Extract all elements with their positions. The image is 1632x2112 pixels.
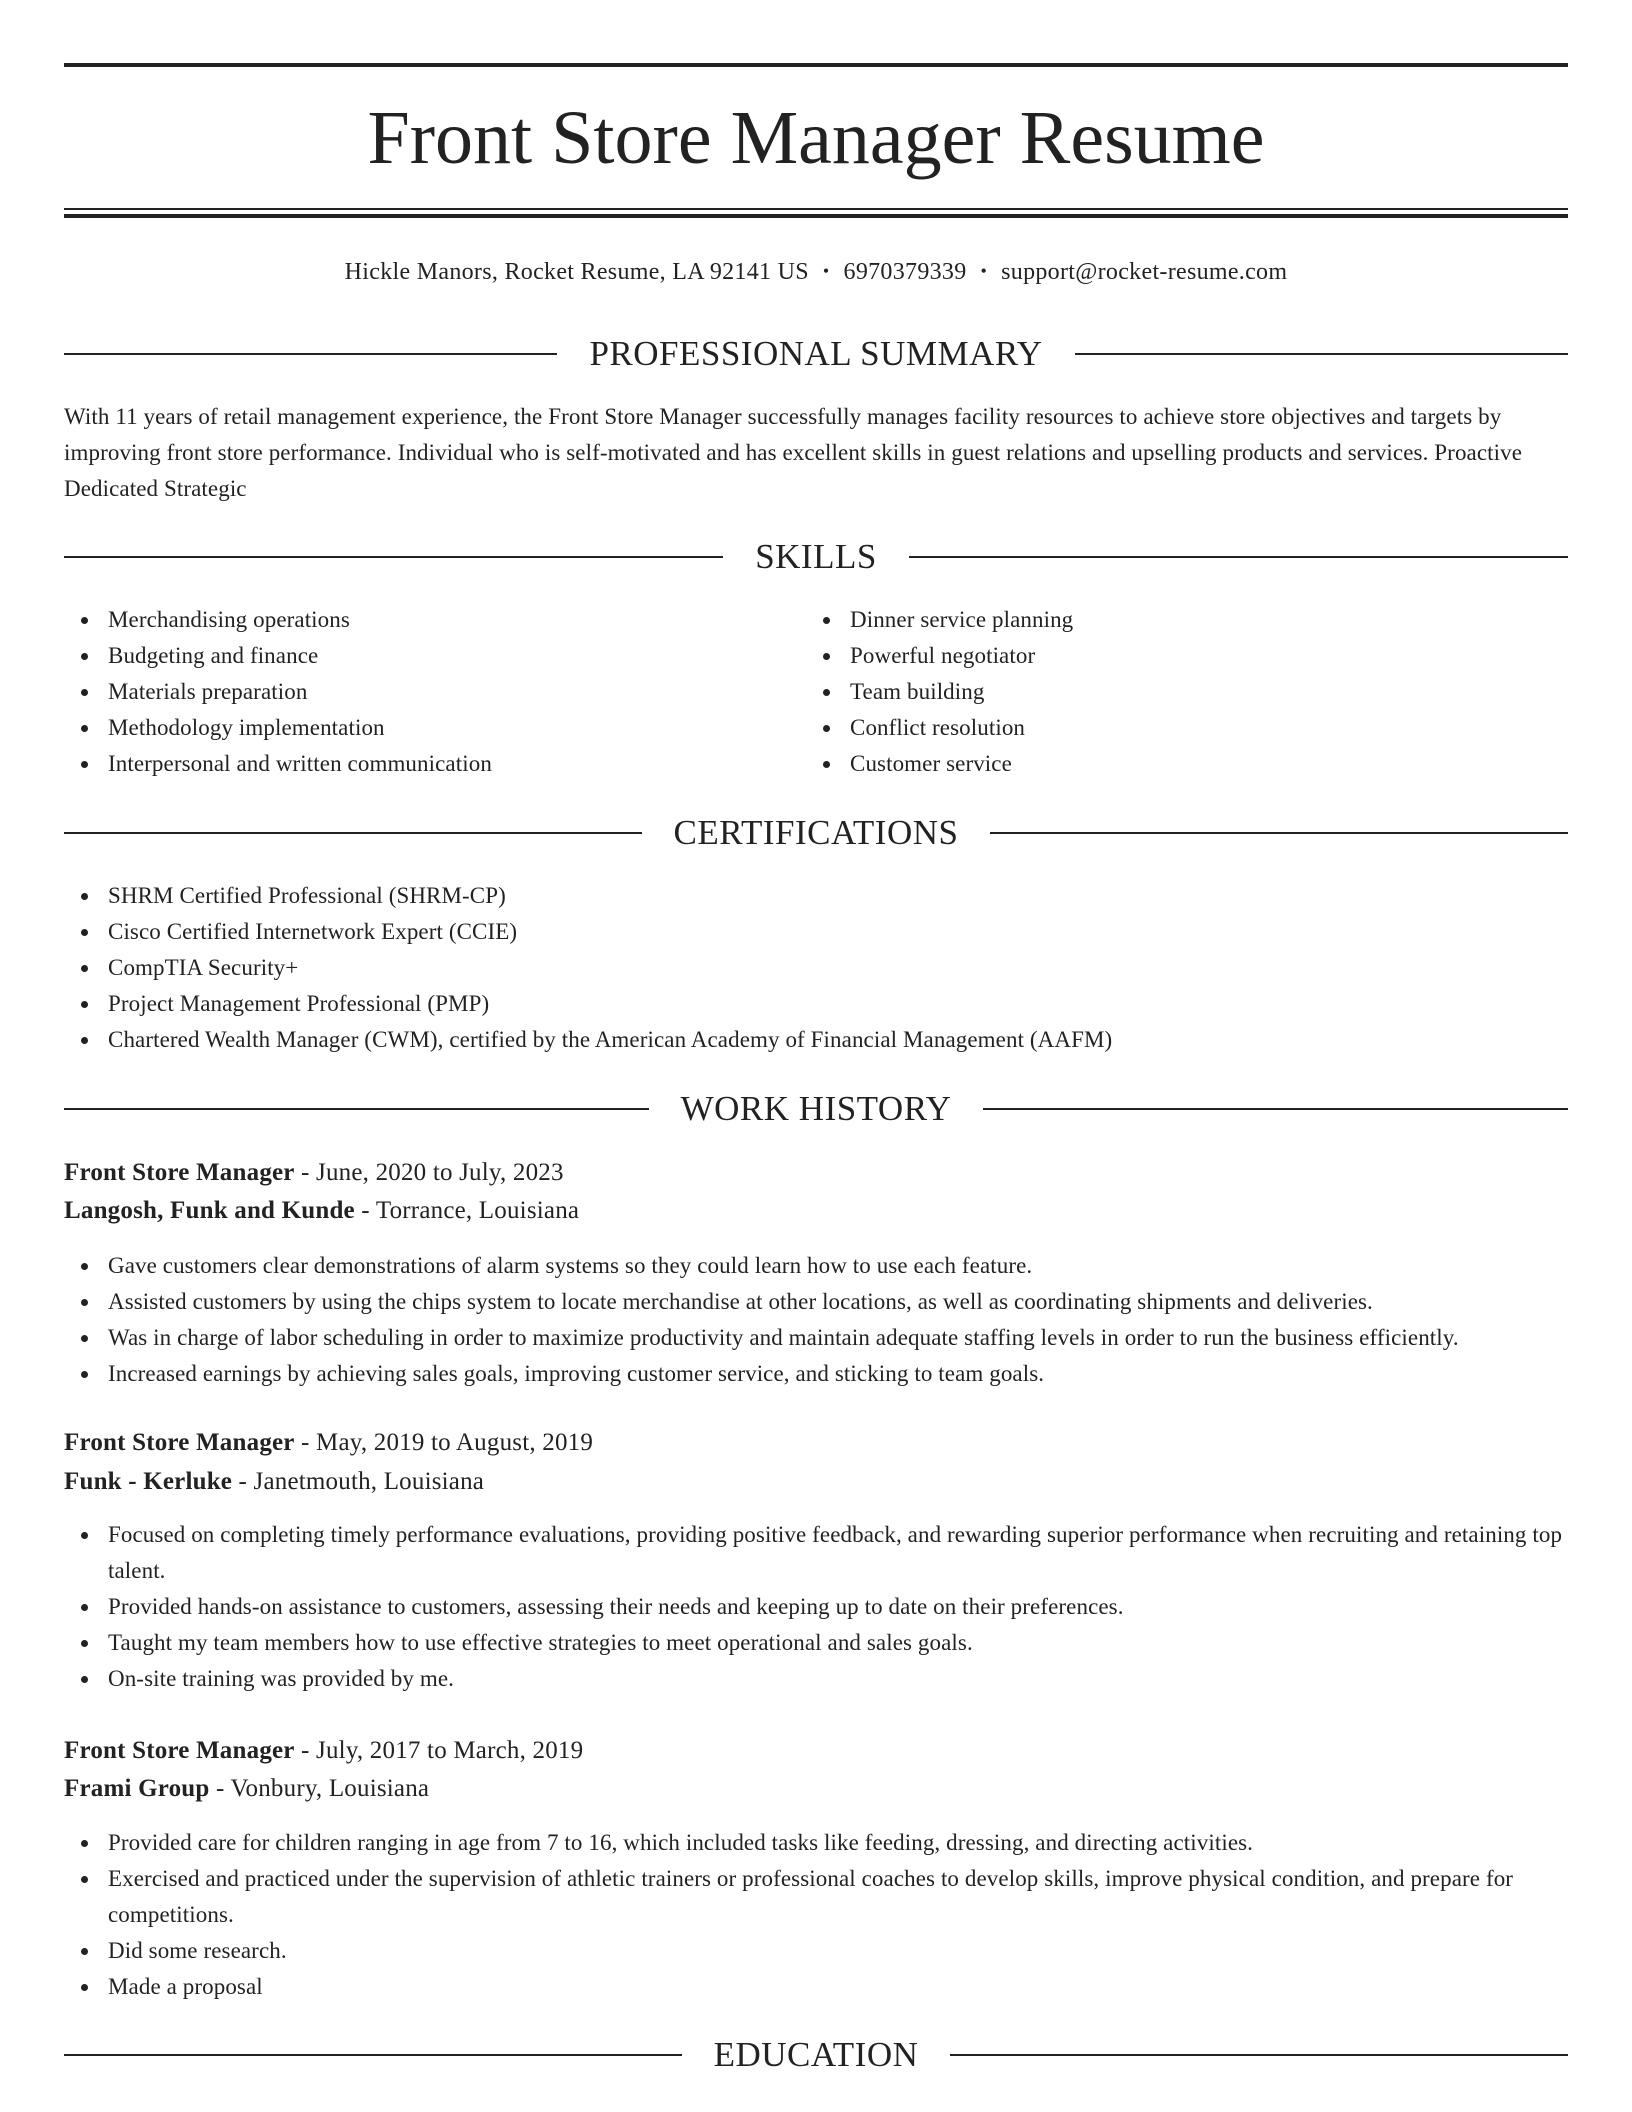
job-bullet: Provided care for children ranging in age from 7 to 16, which included tasks like feeding, dressing, and directing activities. [64,1825,1568,1861]
section-title: CERTIFICATIONS [673,813,959,852]
section-header-certifications [64,811,1568,855]
job-bullet: On-site training was provided by me. [64,1661,1568,1697]
skills-column-left [64,602,764,782]
job-location: Torrance, Louisiana [375,1197,580,1224]
skills-column-right [806,602,1506,782]
section-rule [909,556,1568,558]
skill-item: Team building [806,674,1506,710]
contact-address: Hickle Manors, Rocket Resume, LA 92141 US [344,259,809,285]
contact-email: support@rocket-resume.com [1001,259,1288,285]
section-rule [983,1108,1568,1110]
section-rule [64,832,642,834]
top-rule [64,63,1568,67]
skills-list-left [64,602,764,782]
skill-item: Materials preparation [64,674,764,710]
skill-item: Interpersonal and written communication [64,746,764,782]
section-rule [64,353,557,355]
job-title: Front Store Manager [64,1429,295,1456]
certification-item: Project Management Professional (PMP) [64,986,1568,1022]
skill-item: Customer service [806,746,1506,782]
job-dates: July, 2017 to March, 2019 [316,1737,584,1764]
section-rule [1075,353,1568,355]
job-joiner: - [354,1197,376,1224]
title-double-rule [64,208,1568,218]
skill-item: Conflict resolution [806,710,1506,746]
job-title-line [64,1424,1568,1462]
job-joiner: - [232,1468,254,1495]
job-title-line [64,1732,1568,1770]
skill-item: Budgeting and finance [64,638,764,674]
certifications-list [64,878,1568,1058]
job-company: Langosh, Funk and Kunde [64,1197,355,1224]
skill-item: Methodology implementation [64,710,764,746]
job-bullet-list [64,1248,1568,1392]
section-rule [64,2054,682,2056]
job-joiner: - [294,1159,317,1186]
section-title: EDUCATION [713,2035,919,2074]
certification-item: Cisco Certified Internetwork Expert (CCIE) [64,914,1568,950]
job-bullet: Assisted customers by using the chips system to locate merchandise at other locations, as well as coordinating shipments and deliveries. [64,1284,1568,1320]
job-company-line [64,1192,1568,1230]
section-header-skills [64,535,1568,579]
job-bullet: Taught my team members how to use effective strategies to meet operational and sales goals. [64,1625,1568,1661]
section-header-education [64,2033,1568,2077]
job-title: Front Store Manager [64,1159,295,1186]
skill-item: Dinner service planning [806,602,1506,638]
job-location: Vonbury, Louisiana [230,1775,430,1802]
section-header-summary [64,332,1568,376]
section-rule [64,1108,649,1110]
job-company: Funk - Kerluke [64,1468,233,1495]
job-joiner: - [294,1429,317,1456]
section-title: PROFESSIONAL SUMMARY [589,334,1043,373]
job-dates: May, 2019 to August, 2019 [316,1429,594,1456]
certification-item: SHRM Certified Professional (SHRM-CP) [64,878,1568,914]
job-bullet: Exercised and practiced under the supervision of athletic trainers or professional coaches to develop skills, improve physical condition, and prepare for competitions. [64,1861,1568,1933]
job-joiner: - [294,1737,317,1764]
skill-item: Merchandising operations [64,602,764,638]
certification-item: CompTIA Security+ [64,950,1568,986]
job-bullet: Increased earnings by achieving sales goals, improving customer service, and sticking to team goals. [64,1356,1568,1392]
job-company-line [64,1770,1568,1808]
job-joiner: - [209,1775,231,1802]
section-title: SKILLS [755,537,877,576]
section-rule [64,556,723,558]
contact-phone: 6970379339 [843,259,967,285]
contact-separator: • [822,261,830,281]
job-bullet-list [64,1825,1568,2005]
job-bullet: Focused on completing timely performance evaluations, providing positive feedback, and rewarding superior performance when recruiting and retaining top talent. [64,1517,1568,1589]
job-bullets-block [64,1825,1568,2005]
contact-line [64,254,1568,289]
summary-text: With 11 years of retail management experience, the Front Store Manager successfully manages facility resources to achieve store objectives and targets by improving front store performance. Individual who is self-motivated and has excellent skills in guest relations and upselling products and services. Proactive Dedicated Strategic [64,404,1523,501]
job-location: Janetmouth, Louisiana [253,1468,485,1495]
certification-item: Chartered Wealth Manager (CWM), certified by the American Academy of Financial Management (AAFM) [64,1022,1568,1058]
contact-separator: • [980,261,988,281]
job-bullets-block [64,1517,1568,1697]
skill-item: Powerful negotiator [806,638,1506,674]
job-dates: June, 2020 to July, 2023 [316,1159,564,1186]
section-title: WORK HISTORY [680,1089,952,1128]
section-header-work-history [64,1087,1568,1131]
certifications-block [64,878,1568,1058]
section-rule [990,832,1568,834]
job-company-line [64,1463,1568,1501]
job-company: Frami Group [64,1775,210,1802]
section-rule [950,2054,1568,2056]
resume-title: Front Store Manager Resume [367,96,1265,180]
job-bullet: Provided hands-on assistance to customers, assessing their needs and keeping up to date on their preferences. [64,1589,1568,1625]
job-title-line [64,1154,1568,1192]
job-bullet: Was in charge of labor scheduling in order to maximize productivity and maintain adequate staffing levels in order to run the business efficiently. [64,1320,1568,1356]
job-bullet: Gave customers clear demonstrations of alarm systems so they could learn how to use each feature. [64,1248,1568,1284]
job-bullet-list [64,1517,1568,1697]
job-bullets-block [64,1248,1568,1392]
job-title: Front Store Manager [64,1737,295,1764]
skills-list-right [806,602,1506,782]
job-bullet: Made a proposal [64,1969,1568,2005]
job-bullet: Did some research. [64,1933,1568,1969]
